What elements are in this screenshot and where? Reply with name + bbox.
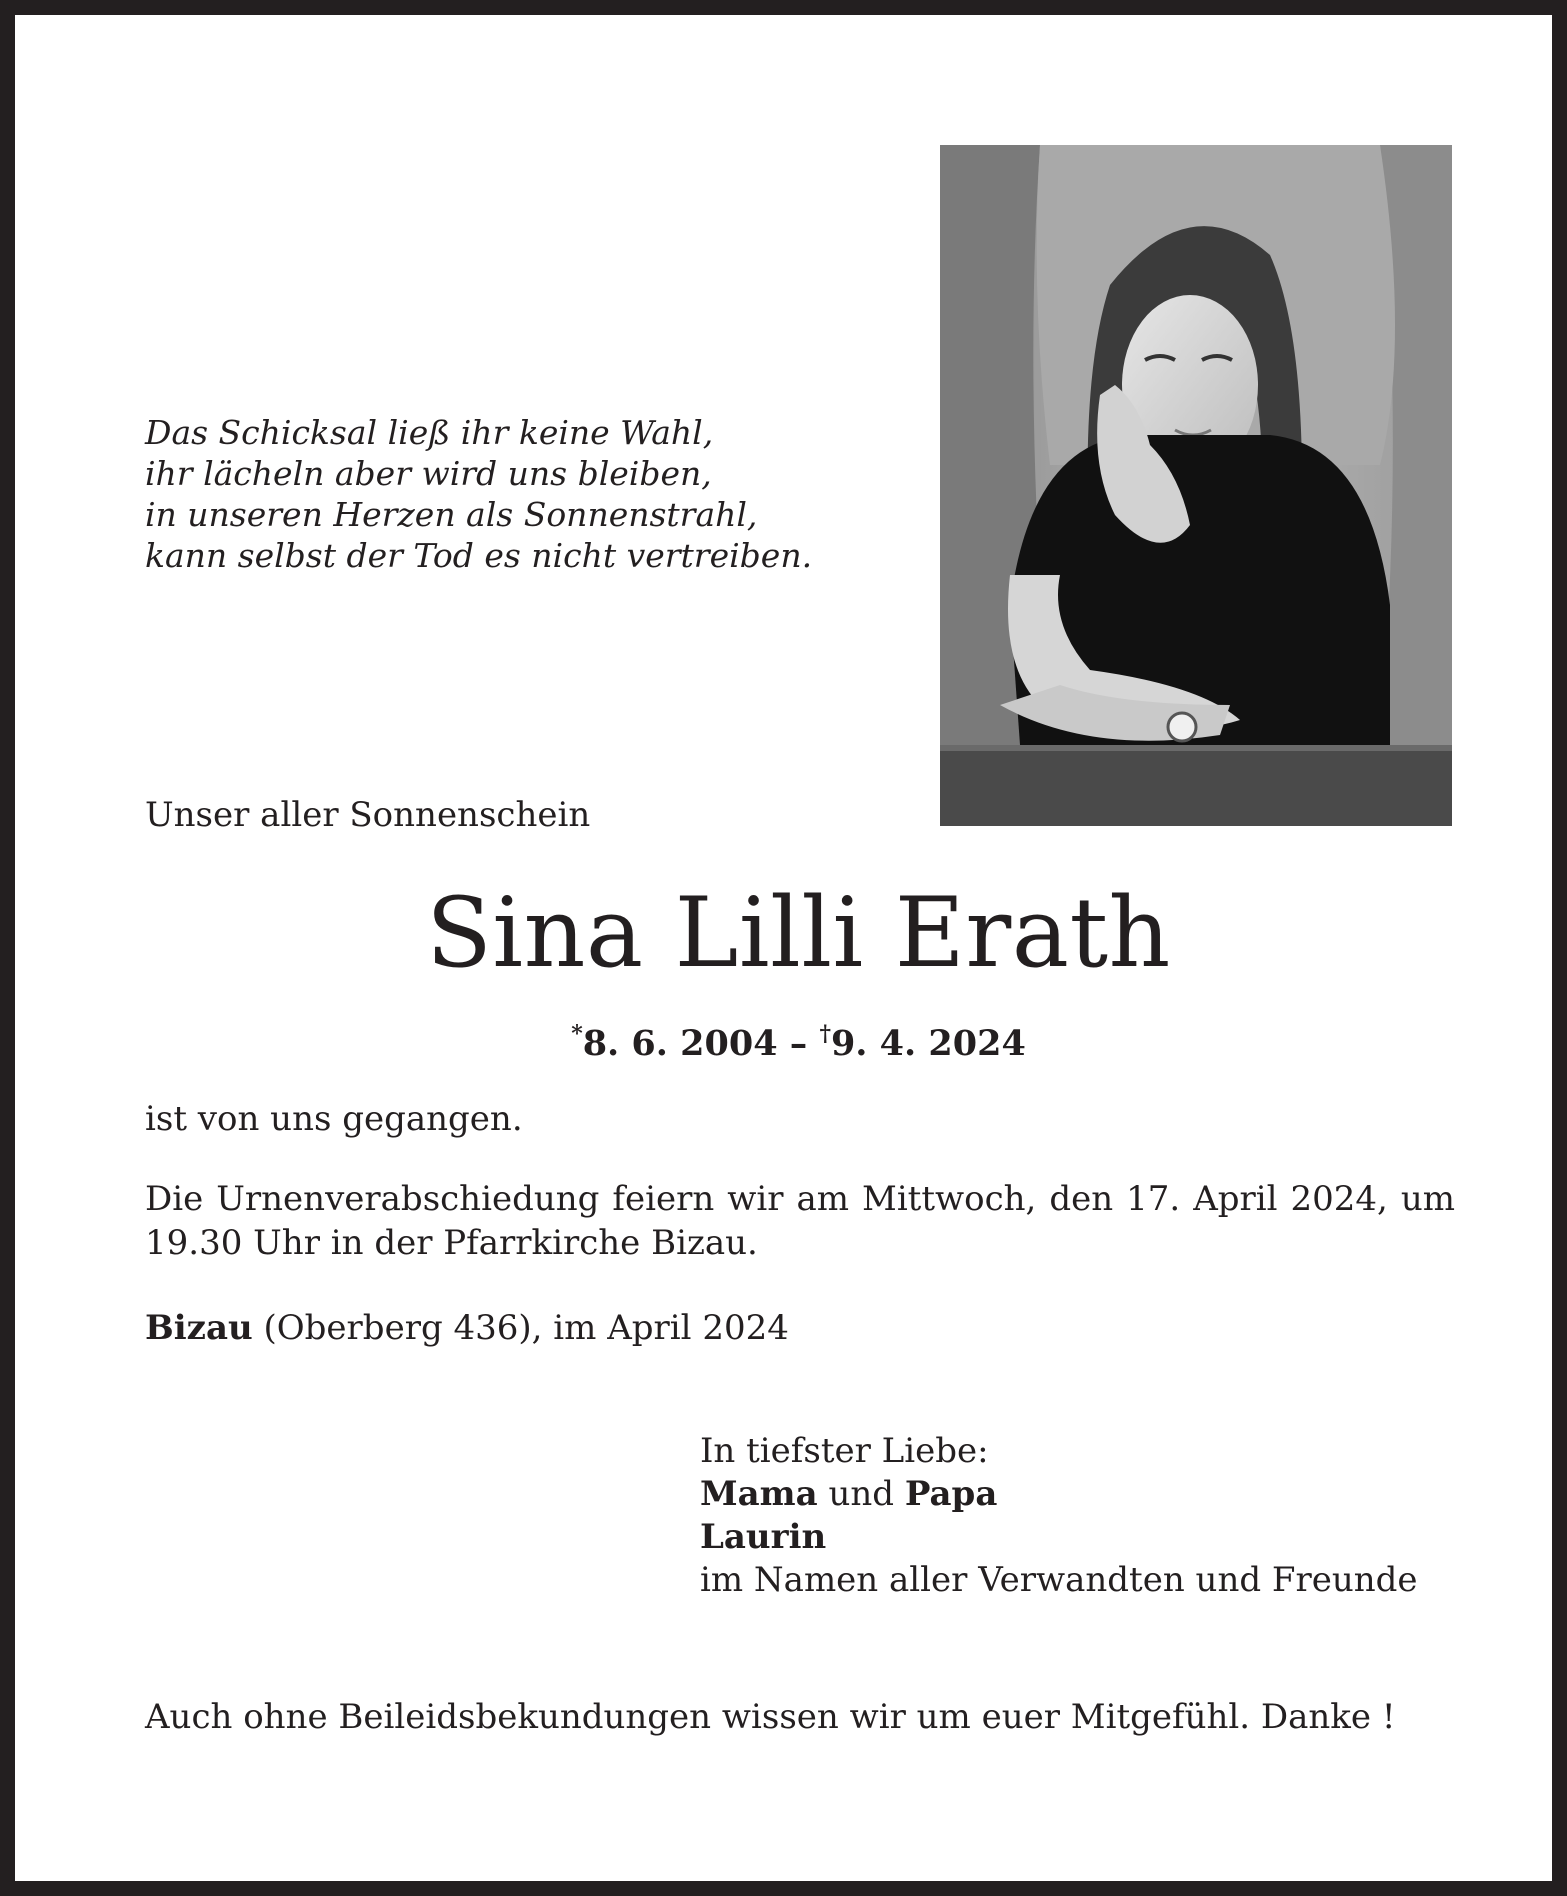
mama: Mama <box>700 1474 818 1514</box>
signoff-heading: In tiefster Liebe: <box>700 1431 989 1471</box>
relatives-line: im Namen aller Verwandten und Freunde <box>700 1560 1418 1600</box>
address-date: (Oberberg 436), im April 2024 <box>252 1308 789 1348</box>
poem <box>145 412 825 576</box>
poem-line: Das Schicksal ließ ihr keine Wahl, <box>145 413 714 452</box>
birth-symbol: * <box>571 1021 583 1047</box>
passing-text: ist von uns gegangen. <box>145 1099 523 1139</box>
place-date <box>145 1306 1455 1350</box>
poem-line: ihr lächeln aber wird uns bleiben, <box>145 454 712 493</box>
birth-date: 8. 6. 2004 <box>582 1023 778 1064</box>
signoff <box>700 1430 1418 1602</box>
intro-line: Unser aller Sonnenschein <box>145 795 591 835</box>
date-separator: – <box>777 1023 820 1064</box>
deceased-name: Sina Lilli Erath <box>426 877 1171 989</box>
papa: Papa <box>904 1474 998 1514</box>
ceremony-text: Die Urnenverabschiedung feiern wir am Mittwoch, den 17. April 2024, um 19.30 Uhr in der Pfarrkirche Bizau. <box>145 1179 1455 1263</box>
death-symbol: † <box>819 1021 831 1047</box>
town-name: Bizau <box>145 1308 253 1348</box>
poem-line: in unseren Herzen als Sonnenstrahl, <box>145 495 758 534</box>
portrait-photo <box>940 145 1452 826</box>
sibling-line <box>700 1516 1418 1559</box>
closing-text: Auch ohne Beileidsbekundungen wissen wir um euer Mitgefühl. Danke ! <box>145 1697 1396 1737</box>
death-date: 9. 4. 2024 <box>830 1023 1026 1064</box>
life-dates <box>15 1011 1567 1067</box>
sibling: Laurin <box>700 1517 827 1557</box>
parents-line <box>700 1473 1418 1516</box>
und: und <box>817 1474 905 1514</box>
poem-line: kann selbst der Tod es nicht vertreiben. <box>145 536 813 575</box>
